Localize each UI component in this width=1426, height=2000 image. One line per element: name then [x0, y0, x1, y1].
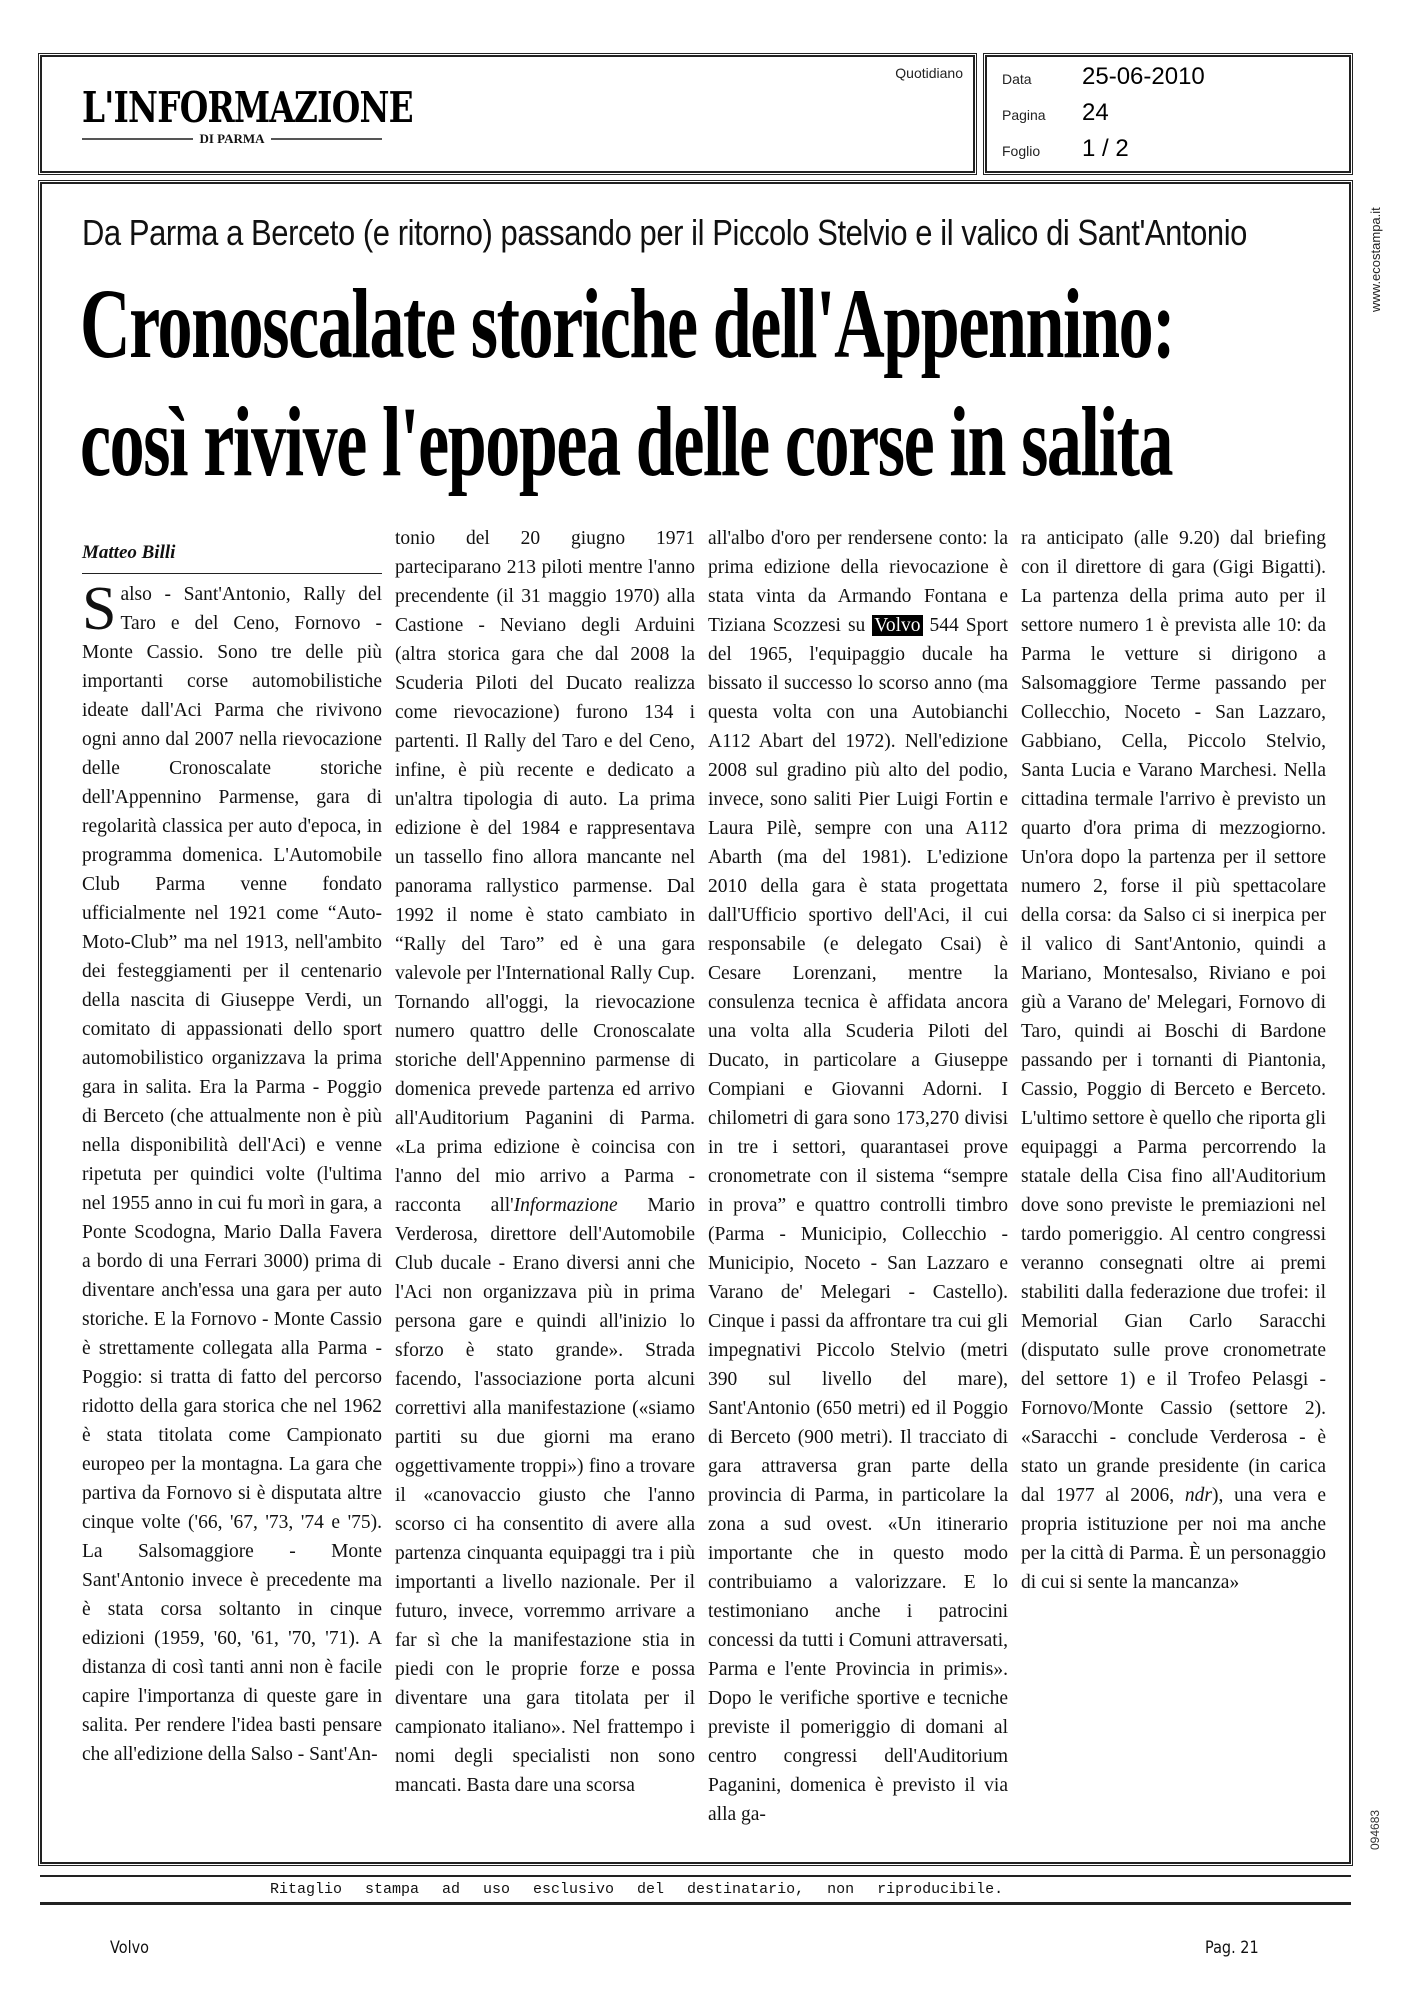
masthead — [82, 83, 422, 147]
byline: Matteo Billi — [82, 538, 382, 574]
article-column-1 — [82, 524, 382, 1844]
meta-page-label: Pagina — [1002, 107, 1046, 123]
newspaper-name-italic: Informazione — [513, 1195, 618, 1216]
meta-date-row — [1002, 63, 1205, 91]
column-4-body-a: ra anticipato (alle 9.20) dal briefing con il direttore di gara (Gigi Bigatti). La partenza della prima auto per il settore numero 1 è prevista alle 10: da Parma le vetture si dirigono a Salsomaggiore Terme passando per Collecchio, Noceto - San Lazzaro, Gabbiano, Cella, Piccolo Stelvio, Santa Lucia e Varano Marchesi. Nella cittadina termale l'arrivo è previsto un quarto d'ora prima di mezzogiorno. Un'ora dopo la partenza per il settore numero 2, forse il più spettacolare della corsa: da Salso ci si inerpica per il valico di Sant'Antonio, quindi a Mariano, Montesalso, Riviano e poi giù a Varano de' Melegari, Fornovo di Taro, quindi ai Boschi di Bardone passando per i tornanti di Piantonia, Cassio, Poggio di Berceto e Berceto. L'ultimo settore è quello che riporta gli equipaggi a Parma percorrendo la statale della Cisa fino all'Auditorium dove sono previste le premiazioni nel tardo pomeriggio. Al centro congressi veranno consegnati oltre ai premi stabiliti dalla federazione due trofei: il Memorial Gian Carlo Saracchi (disputato sulle prove cronometrate del settore 1) e il Trofeo Pelasgi - Fornovo/Monte Cassio (settore 2). «Saracchi - conclude Verderosa - è stato un grande presidente (in carica dal 1977 al 2006, — [1021, 528, 1326, 1506]
article-column-3 — [708, 524, 1008, 1844]
article-headline-line2: così rivive l'epopea delle corse in salita — [80, 386, 1173, 497]
column-4-body-b: ), una vera e propria istituzione per noi ma anche per la città di Parma. È un personaggio di cui si sente la mancanza» — [1021, 1485, 1326, 1593]
masthead-rule-right — [271, 138, 382, 140]
masthead-subtitle — [82, 131, 382, 147]
column-2-body-a: tonio del 20 giugno 1971 parteciparano 213 piloti mentre l'anno precendente (il 31 maggio 1970) alla Castione - Neviano degli Arduini (altra storica gara che dal 2008 la Scuderia Piloti del Ducato realizza come rievocazione) furono 134 i partenti. Il Rally del Taro e del Ceno, infine, è più recente e dedicato a un'altra tipologia di auto. La prima edizione è del 1984 e rappresentava un tassello fino allora mancante nel panorama rallystico parmense. Dal 1992 il nome è stato cambiato in “Rally del Taro” ed è una gara valevole per l'International Rally Cup. Tornando all'oggi, la rievocazione numero quattro delle Cronoscalate storiche dell'Appennino parmense di domenica prevede partenza ed arrivo all'Auditorium Paganini di Parma. «La prima edizione è coincisa con l'anno del mio arrivo a Parma - racconta all' — [395, 528, 695, 1216]
clipping-meta-box — [985, 55, 1351, 173]
column-2-text — [395, 524, 695, 1800]
column-1-text — [82, 575, 382, 1769]
disclaimer-band: Ritaglio stampa ad uso esclusivo del destinatario, non riproducibile. — [40, 1875, 1351, 1905]
column-3-body-b: 544 Sport del 1965, l'equipaggio ducale ha bissato il successo lo scorso anno (ma questa volta con una Autobianchi A112 Abart del 1972). Nell'edizione 2008 sul gradino più alto del podio, invece, sono saliti Pier Luigi Fortin e Laura Pilè, sempre con una A112 Abarth (ma del 1981). L'edizione 2010 della gara è stata progettata dall'Ufficio sportivo dell'Aci, il cui responsabile (e delegato Csai) è Cesare Lorenzani, mentre la consulenza tecnica è affidata ancora una volta alla Scuderia Piloti del Ducato, in particolare a Giuseppe Compiani e Giovanni Adorni. I chilometri di gara sono 173,270 divisi in tre i settori, quarantasei prove cronometrate con il sistema “sempre in prova” e quattro controlli timbro (Parma - Municipio, Collecchio - Municipio, Noceto - San Lazzaro e Varano de' Melegari - Castello). Cinque i passi da affrontare tra cui gli impegnativi Piccolo Stelvio (metri 390 sul livello del mare), Sant'Antonio (650 metri) ed il Poggio di Berceto (900 metri). Il tracciato di gara attraversa gran parte della provincia di Parma, in particolare la zona a sud ovest. «Un itinerario importante che in questo modo contribuiamo a valorizzare. E lo testimoniano anche i patrocini concessi da tutti i Comuni attraversati, Parma e l'ente Provincia in primis». Dopo le verifiche sportive e tecniche previste il pomeriggio di domani al centro congressi dell'Auditorium Paganini, domenica è previsto il via alla ga- — [708, 615, 1009, 1825]
column-2-body-b: Mario Verderosa, direttore dell'Automobile Club ducale - Erano diversi anni che l'Aci non organizzava più in prima persona gare e quindi all'inizio lo sforzo è stato grande». Strada facendo, l'associazione porta alcuni correttivi alla manifestazione («siamo partiti su due giorni ma erano oggettivamente troppi») fino a trovare il «canovaccio giusto che l'anno scorso ci ha consentito di avere alla partenza cinquanta equipaggi tra i più importanti a livello nazionale. Per il futuro, invece, vorremmo arrivare a far sì che la manifestazione stia in piedi con le proprie forze e possa diventare una gara titolata per il campionato italiano». Nel frattempo i nomi degli specialisti non sono mancati. Basta dare una scorsa — [395, 1195, 695, 1796]
article-column-2 — [395, 524, 695, 1844]
masthead-title: L'INFORMAZIONE — [82, 83, 413, 132]
article-frame — [40, 182, 1351, 1864]
masthead-rule-left — [82, 138, 193, 140]
article-column-4 — [1021, 524, 1326, 1844]
meta-page-value: 24 — [1082, 99, 1109, 126]
meta-date-label: Data — [1002, 71, 1032, 87]
column-1-body: also - Sant'Antonio, Rally del Taro e del Ceno, Fornovo - Monte Cassio. Sono tre delle più importanti corse automobilistiche ideate dall'Aci Parma che rivivono ogni anno dal 2007 nella rievocazione delle Cronoscalate storiche dell'Appennino Parmense, gara di regolarità classica per auto d'epoca, in programma domenica. L'Automobile Club Parma venne fondato ufficialmente nel 1921 come “Auto-Moto-Club” ma nel 1913, nell'ambito dei festeggiamenti per il centenario della nascita di Giuseppe Verdi, un comitato di appassionati dello sport automobilistico organizzava la prima gara in salita. Era la Parma - Poggio di Berceto (che attualmente non è più nella disponibilità dell'Aci) e venne ripetuta per quindici volte (l'ultima nel 1955 anno in cui fu morì in gara, a Ponte Scodogna, Mario Dalla Favera a bordo di una Ferrari 3000) prima di diventare anch'essa una gara per auto storiche. E la Fornovo - Monte Cassio è strettamente collegata alla Parma - Poggio: si tratta di fatto del percorso ridotto della gara storica che nel 1962 è stata titolata come Campionato europeo per la montagna. La gara che partiva da Fornovo si è disputata altre cinque volte ('66, '67, '73, '74 e '75). La Salsomaggiore - Monte Sant'Antonio invece è precedente ma è stata corsa soltanto in cinque edizioni (1959, '60, '61, '70, '71). A distanza di così tanti anni non è facile capire l'importanza di queste gare in salita. Per rendere l'idea basti pensare che all'edizione della Salso - Sant'An- — [82, 584, 382, 1765]
meta-sheet-row — [1002, 135, 1129, 163]
column-3-body-a: all'albo d'oro per rendersene conto: la prima edizione della rievocazione è stata vinta da Armando Fontana e Tiziana Scozzesi su — [708, 528, 1008, 636]
meta-date-value: 25-06-2010 — [1082, 63, 1205, 90]
article-overline: Da Parma a Berceto (e ritorno) passando per il Piccolo Stelvio e il valico di Sant'Antonio — [82, 212, 1247, 253]
article-headline-line1: Cronoscalate storiche dell'Appennino: — [80, 268, 1175, 379]
column-4-text — [1021, 524, 1326, 1597]
column-3-text — [708, 524, 1008, 1829]
masthead-sub-text: DI PARMA — [199, 131, 265, 146]
clipping-code: 094683 — [1368, 1809, 1382, 1850]
ndr-italic: ndr — [1184, 1485, 1212, 1506]
meta-sheet-value: 1 / 2 — [1082, 135, 1129, 162]
ecostampa-url: www.ecostampa.it — [1368, 207, 1383, 313]
footer-keyword: Volvo — [110, 1938, 150, 1958]
article-body — [82, 524, 1327, 1844]
keyword-highlight-volvo: Volvo — [874, 615, 921, 636]
meta-sheet-label: Foglio — [1002, 143, 1041, 159]
meta-page-row — [1002, 99, 1109, 127]
dropcap: S — [82, 575, 117, 643]
publication-type: Quotidiano — [895, 65, 963, 81]
footer-page-number: Pag. 21 — [1205, 1938, 1259, 1958]
masthead-box — [40, 55, 975, 173]
